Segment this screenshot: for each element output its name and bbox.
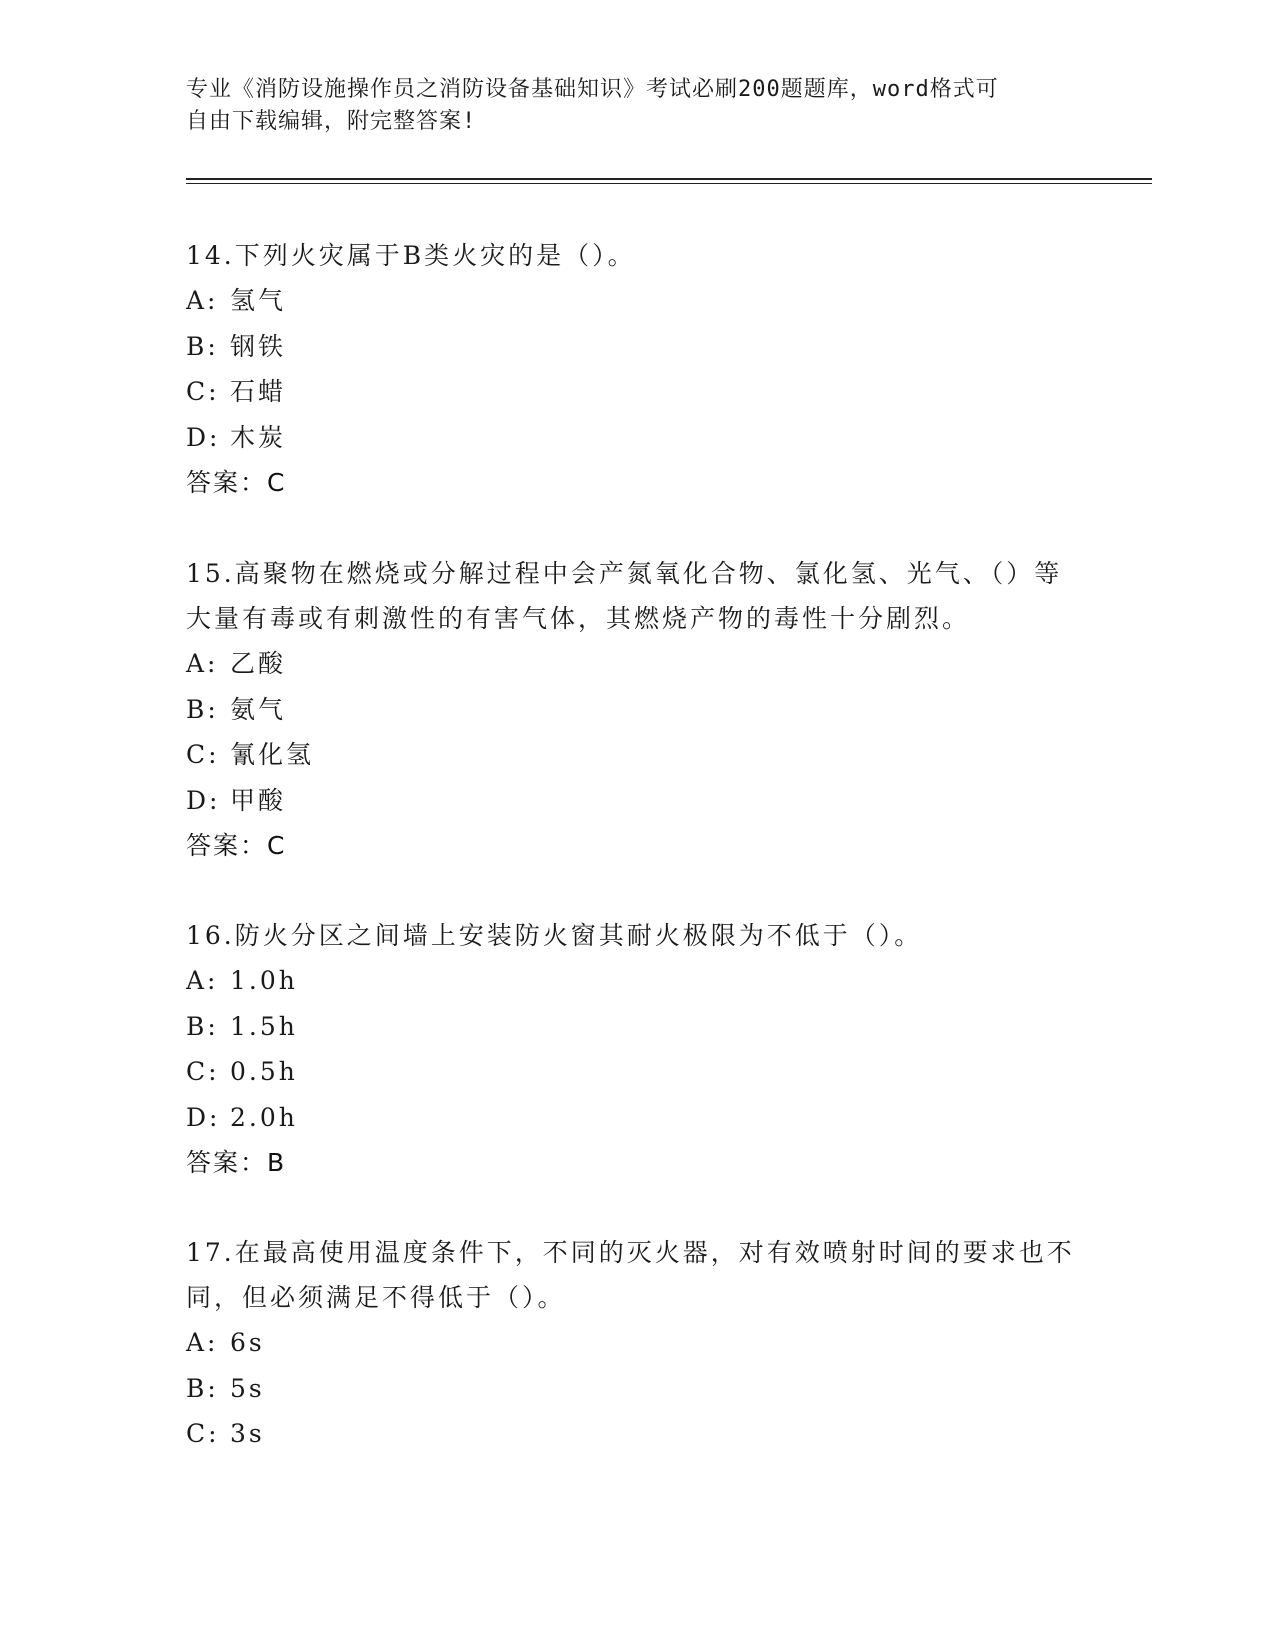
option-key: C:	[186, 1057, 220, 1086]
option-value: 乙酸	[230, 649, 287, 678]
answer-label: 答案：C	[186, 468, 287, 497]
question-15	[186, 551, 1086, 868]
option-key: B:	[186, 1373, 219, 1403]
option-key: C:	[186, 1419, 220, 1448]
question-text: 15.高聚物在燃烧或分解过程中会产氮氧化合物、氯化氢、光气、（）等大量有毒或有刺激性的有害气体，其燃烧产物的毒性十分剧烈。	[186, 559, 1063, 633]
option-value: 氢气	[230, 286, 287, 315]
option-key: D:	[186, 422, 221, 452]
option-key: C:	[186, 377, 220, 406]
option-a	[186, 278, 1086, 324]
question-17	[186, 1230, 1086, 1457]
option-c	[186, 732, 1086, 778]
option-b	[186, 324, 1086, 370]
header-rule-thin	[186, 183, 1152, 184]
option-value: 5s	[230, 1373, 265, 1403]
document-header	[186, 74, 1066, 138]
option-d	[186, 415, 1086, 461]
option-key: A:	[186, 1328, 219, 1357]
option-value: 1.0h	[230, 966, 298, 995]
option-key: B:	[186, 1011, 219, 1041]
option-value: 3s	[230, 1419, 265, 1448]
option-c	[186, 1049, 1086, 1095]
option-b	[186, 687, 1086, 733]
question-text: 17.在最高使用温度条件下，不同的灭火器，对有效喷射时间的要求也不同，但必须满足不得低于（）。	[186, 1238, 1075, 1312]
option-c	[186, 369, 1086, 415]
option-key: D:	[186, 785, 221, 815]
option-a	[186, 1320, 1086, 1366]
option-b	[186, 1366, 1086, 1412]
option-value: 甲酸	[230, 785, 287, 815]
header-line-1: 专业《消防设施操作员之消防设备基础知识》考试必刷200题题库，word格式可	[186, 77, 999, 102]
header-rule-thick	[186, 178, 1152, 180]
option-a	[186, 958, 1086, 1004]
option-value: 氰化氢	[230, 740, 315, 769]
option-key: A:	[186, 286, 219, 315]
option-value: 木炭	[230, 422, 287, 452]
option-d	[186, 1095, 1086, 1141]
option-key: D:	[186, 1102, 221, 1132]
option-value: 6s	[230, 1328, 265, 1357]
option-value: 石蜡	[230, 377, 287, 406]
question-text: 14.下列火灾属于B类火灾的是（）。	[186, 241, 636, 270]
question-text: 16.防火分区之间墙上安装防火窗其耐火极限为不低于（）。	[186, 921, 923, 950]
option-key: A:	[186, 649, 219, 678]
option-key: B:	[186, 331, 219, 361]
option-d	[186, 778, 1086, 824]
header-line-2: 自由下载编辑，附完整答案!	[186, 109, 477, 134]
option-key: C:	[186, 740, 220, 769]
option-key: B:	[186, 694, 219, 724]
option-value: 氨气	[230, 694, 287, 724]
option-value: 0.5h	[230, 1057, 298, 1086]
answer-label: 答案：B	[186, 1148, 287, 1177]
option-key: A:	[186, 966, 219, 995]
question-16	[186, 913, 1086, 1185]
option-b	[186, 1004, 1086, 1050]
option-value: 2.0h	[230, 1102, 298, 1132]
option-a	[186, 641, 1086, 687]
answer-label: 答案：C	[186, 831, 287, 860]
question-14	[186, 233, 1086, 505]
option-value: 1.5h	[230, 1011, 298, 1041]
option-value: 钢铁	[230, 331, 287, 361]
option-c	[186, 1411, 1086, 1457]
